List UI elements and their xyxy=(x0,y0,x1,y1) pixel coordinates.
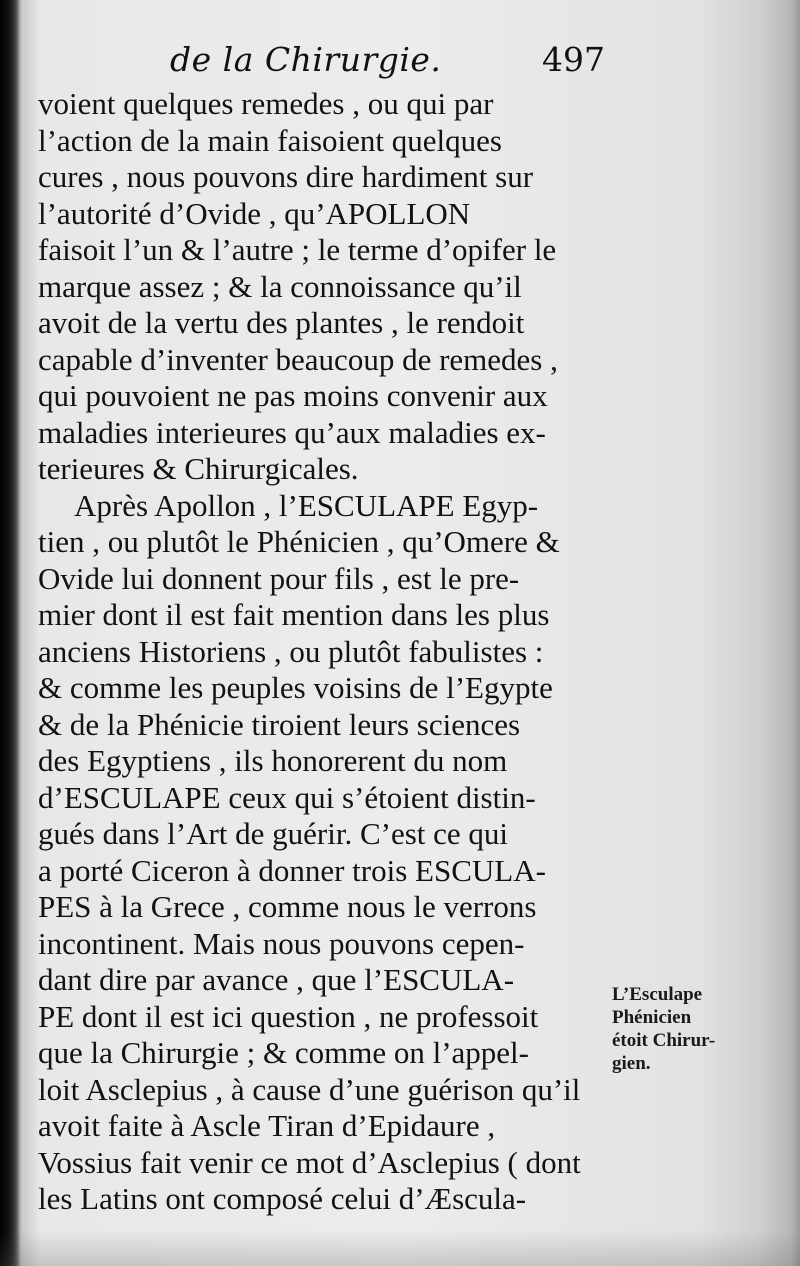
text-line: & comme les peuples voisins de l’Egypte xyxy=(38,670,553,705)
page-bottom-shade xyxy=(0,1230,800,1266)
text-line: des Egyptiens , ils honorerent du nom xyxy=(38,743,508,778)
text-line: les Latins ont composé celui d’Æscula- xyxy=(38,1181,527,1216)
text-line: loit Asclepius , à cause d’une guérison qu’il xyxy=(38,1071,581,1107)
text-line: PES à la Grece , comme nous le verrons xyxy=(38,889,537,924)
text-line: marque assez ; & la connoissance qu’il xyxy=(38,268,522,304)
text-line: d’ESCULAPE ceux qui s’étoient distin- xyxy=(38,779,536,815)
text-line: l’action de la main faisoient quelques xyxy=(38,122,502,158)
page-header xyxy=(170,40,605,84)
text-line: capable d’inventer beaucoup de remedes , xyxy=(38,341,558,377)
text-line: Ovide lui donnent pour fils , est le pre- xyxy=(38,560,520,596)
text-line: gués dans l’Art de guérir. C’est ce qui xyxy=(38,816,509,851)
text-line: cures , nous pouvons dire hardiment sur xyxy=(38,159,534,194)
running-title: de la Chirurgie. xyxy=(170,40,442,79)
margin-note-line: gien. xyxy=(612,1053,651,1074)
text-line: qui pouvoient ne pas moins convenir aux xyxy=(38,378,548,413)
text-line: anciens Historiens , ou plutôt fabulistes : xyxy=(38,633,544,669)
text-line: terieures & Chirurgicales. xyxy=(38,451,359,486)
text-line: tien , ou plutôt le Phénicien , qu’Omere & xyxy=(38,524,560,559)
text-line: faisoit l’un & l’autre ; le terme d’opifer le xyxy=(38,232,557,267)
text-line: dant dire par avance , que l’ESCULA- xyxy=(38,962,515,997)
text-line: l’autorité d’Ovide , qu’APOLLON xyxy=(38,195,471,231)
margin-note-line: L’Esculape xyxy=(612,984,703,1005)
text-line: avoit faite à Ascle Tiran d’Epidaure , xyxy=(38,1108,496,1143)
text-line: maladies interieures qu’aux maladies ex- xyxy=(38,414,546,450)
text-line: a porté Ciceron à donner trois ESCULA- xyxy=(38,852,546,888)
text-line: Vossius fait venir ce mot d’Asclepius ( dont xyxy=(38,1144,581,1180)
text-line: PE dont il est ici question , ne professoit xyxy=(38,998,539,1034)
margin-note-line: Phénicien xyxy=(612,1007,692,1028)
binding-shadow xyxy=(0,0,20,1266)
margin-note-line: étoit Chirur- xyxy=(612,1030,716,1051)
text-line: & de la Phénicie tiroient leurs sciences xyxy=(38,706,521,742)
text-line: voient quelques remedes , ou qui par xyxy=(38,86,494,121)
body-text xyxy=(38,86,603,1218)
text-line: mier dont il est fait mention dans les plus xyxy=(38,597,550,632)
margin-note xyxy=(612,983,772,1075)
paragraph-start-line: Après Apollon , l’ESCULAPE Egyp- xyxy=(74,487,539,523)
text-line: avoit de la vertu des plantes , le rendoit xyxy=(38,305,525,340)
text-line: incontinent. Mais nous pouvons cepen- xyxy=(38,925,525,961)
text-line: que la Chirurgie ; & comme on l’appel- xyxy=(38,1035,529,1070)
page-number: 497 xyxy=(542,40,605,79)
